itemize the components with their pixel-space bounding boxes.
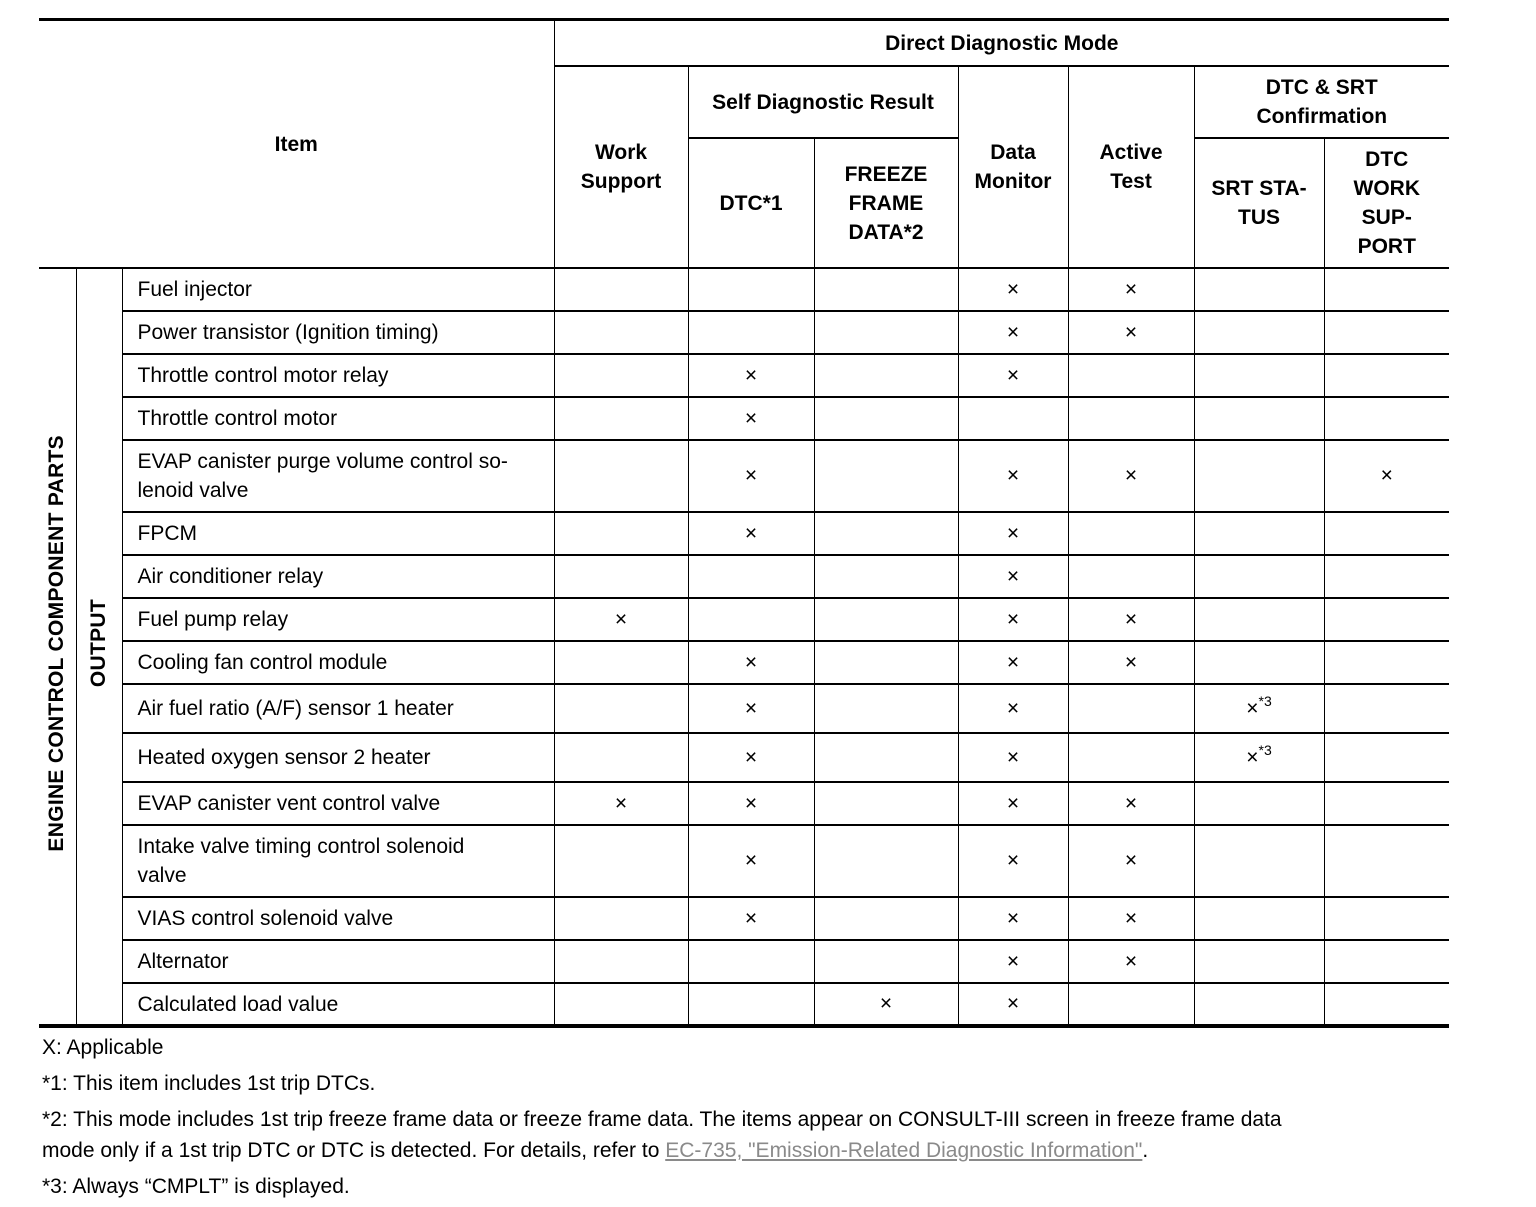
- freeze-frame-line: FREEZE: [844, 162, 928, 186]
- applicable-mark: ×: [744, 650, 758, 674]
- item-name: Alternator: [137, 950, 229, 973]
- dtc-work-support-cell: [1324, 825, 1449, 897]
- item-name-cell: [122, 733, 554, 782]
- work-support-cell: [554, 268, 688, 311]
- item-name-cell: [122, 684, 554, 733]
- table-row: [39, 440, 1449, 512]
- dtc-work-support-line: WORK: [1353, 177, 1421, 200]
- srt-status-cell: [1194, 440, 1324, 512]
- applicable-mark: ×: [1006, 464, 1020, 487]
- applicable-mark: ×: [1006, 320, 1020, 344]
- dtc-cell: [688, 782, 814, 825]
- freeze-frame-data-header: [814, 138, 958, 268]
- applicable-mark: ×: [1124, 650, 1138, 674]
- freeze-frame-cell: [814, 598, 958, 641]
- dtc-cell: [688, 354, 814, 397]
- applicable-mark: ×$^{*3}$: [1246, 741, 1272, 769]
- dtc-work-support-cell: [1324, 940, 1449, 983]
- applicable-mark: ×: [744, 406, 758, 430]
- applicable-mark: ×: [614, 607, 628, 631]
- work-support-cell: [554, 440, 688, 512]
- applicable-mark: ×$^{*3}$: [1246, 692, 1272, 720]
- table-row: [39, 782, 1449, 825]
- dtc-work-support-cell: [1324, 440, 1449, 512]
- data-monitor-cell: [958, 555, 1068, 598]
- table-row: [39, 354, 1449, 397]
- applicable-mark: ×: [1006, 949, 1020, 973]
- applicable-mark: ×: [1006, 650, 1020, 674]
- freeze-frame-line: FRAME: [848, 191, 924, 215]
- item-name-cell: [122, 512, 554, 555]
- work-support-cell: [554, 825, 688, 897]
- item-name-cell: [122, 641, 554, 684]
- active-test-cell: [1068, 897, 1194, 940]
- data-monitor-cell: [958, 440, 1068, 512]
- item-name-cell: [122, 983, 554, 1026]
- table-row: [39, 311, 1449, 354]
- data-monitor-cell: [958, 825, 1068, 897]
- item-name-cell: [122, 440, 554, 512]
- dtc-work-support-cell: [1324, 897, 1449, 940]
- dtc-cell: [688, 940, 814, 983]
- active-test-cell: [1068, 684, 1194, 733]
- item-name-cell: [122, 311, 554, 354]
- freeze-frame-cell: [814, 397, 958, 440]
- emission-info-reference-link[interactable]: EC-735, "Emission-Related Diagnostic Information": [665, 1139, 1143, 1162]
- note-applicable: X: Applicable: [42, 1036, 164, 1059]
- active-test-line: Active: [1099, 141, 1163, 164]
- engine-control-component-parts-label: ENGINE CONTROL COMPONENT PARTS: [45, 435, 69, 852]
- dtc-cell: [688, 440, 814, 512]
- applicable-mark: ×: [744, 696, 758, 720]
- applicable-mark: ×: [1124, 791, 1138, 815]
- item-name: Throttle control motor relay: [137, 364, 389, 387]
- dtc-work-support-cell: [1324, 397, 1449, 440]
- freeze-frame-cell: [814, 354, 958, 397]
- table-row: [39, 940, 1449, 983]
- srt-status-cell: [1194, 733, 1324, 782]
- dtc-cell: [688, 311, 814, 354]
- table-row: [39, 825, 1449, 897]
- work-support-cell: [554, 641, 688, 684]
- active-test-header: [1068, 66, 1194, 268]
- dtc-work-support-cell: [1324, 684, 1449, 733]
- dtc-cell: [688, 397, 814, 440]
- freeze-frame-cell: [814, 897, 958, 940]
- srt-status-cell: [1194, 555, 1324, 598]
- srt-status-line: TUS: [1238, 206, 1280, 229]
- output-label: OUTPUT: [87, 599, 110, 688]
- data-monitor-cell: [958, 733, 1068, 782]
- active-test-line: Test: [1110, 170, 1152, 193]
- note-2: [42, 1104, 1452, 1166]
- item-name: valve: [137, 864, 187, 887]
- table-row: [39, 512, 1449, 555]
- applicable-mark: ×: [879, 992, 893, 1015]
- applicable-mark: ×: [1124, 320, 1138, 344]
- data-monitor-cell: [958, 983, 1068, 1026]
- work-support-line: Support: [580, 170, 662, 193]
- applicable-mark: ×: [1124, 464, 1138, 487]
- srt-status-cell: [1194, 311, 1324, 354]
- table-row: [39, 641, 1449, 684]
- table-row: [39, 555, 1449, 598]
- dtc-work-support-cell: [1324, 641, 1449, 684]
- item-name: Intake valve timing control solenoid: [137, 835, 465, 858]
- data-monitor-cell: [958, 897, 1068, 940]
- group-label-outer: [39, 268, 76, 1026]
- data-monitor-cell: [958, 311, 1068, 354]
- dtc-work-support-cell: [1324, 983, 1449, 1026]
- dtc-srt-confirmation-header: [1194, 66, 1449, 138]
- data-monitor-cell: [958, 782, 1068, 825]
- data-monitor-cell: [958, 397, 1068, 440]
- applicable-mark: ×: [1124, 906, 1138, 930]
- active-test-cell: [1068, 440, 1194, 512]
- data-monitor-cell: [958, 684, 1068, 733]
- applicable-mark: ×: [1006, 849, 1020, 872]
- work-support-cell: [554, 684, 688, 733]
- table-row: [39, 684, 1449, 733]
- dtc-work-support-cell: [1324, 598, 1449, 641]
- table-row: [39, 983, 1449, 1026]
- note-3: *3: Always “CMPLT” is displayed.: [42, 1175, 350, 1198]
- table-row: [39, 897, 1449, 940]
- srt-status-cell: [1194, 684, 1324, 733]
- table-row: [39, 397, 1449, 440]
- active-test-cell: [1068, 598, 1194, 641]
- dtc-cell: [688, 684, 814, 733]
- dtc-work-support-cell: [1324, 555, 1449, 598]
- srt-status-cell: [1194, 641, 1324, 684]
- item-name: Fuel pump relay: [137, 608, 289, 631]
- item-name-cell: [122, 268, 554, 311]
- srt-status-cell: [1194, 940, 1324, 983]
- dtc-cell: [688, 733, 814, 782]
- applicable-mark: ×: [1006, 745, 1020, 769]
- dtc-work-support-cell: [1324, 733, 1449, 782]
- footnotes: [42, 1032, 1452, 1207]
- applicable-mark: ×: [1124, 949, 1138, 973]
- dtc-srt-confirmation-line: DTC & SRT: [1265, 76, 1378, 99]
- freeze-frame-cell: [814, 733, 958, 782]
- item-name-cell: [122, 782, 554, 825]
- dtc-cell: [688, 897, 814, 940]
- active-test-cell: [1068, 940, 1194, 983]
- active-test-cell: [1068, 782, 1194, 825]
- data-monitor-cell: [958, 512, 1068, 555]
- table-row: [39, 733, 1449, 782]
- applicable-mark: ×: [744, 791, 758, 815]
- dtc-cell: [688, 983, 814, 1026]
- dtc-srt-confirmation-line: Confirmation: [1256, 105, 1388, 128]
- freeze-frame-cell: [814, 825, 958, 897]
- freeze-frame-cell: [814, 311, 958, 354]
- work-support-line: Work: [594, 141, 648, 164]
- freeze-frame-cell: [814, 512, 958, 555]
- table-header: [39, 20, 1449, 269]
- dtc-work-support-line: PORT: [1357, 235, 1416, 258]
- item-name-cell: [122, 825, 554, 897]
- applicable-mark: ×: [744, 464, 758, 487]
- dtc-cell: [688, 512, 814, 555]
- freeze-frame-cell: [814, 983, 958, 1026]
- work-support-cell: [554, 940, 688, 983]
- dtc-cell: [688, 641, 814, 684]
- freeze-frame-cell: [814, 940, 958, 983]
- dtc-cell: [688, 825, 814, 897]
- freeze-frame-cell: [814, 641, 958, 684]
- work-support-cell: [554, 311, 688, 354]
- dtc-work-support-line: SUP-: [1361, 206, 1412, 229]
- data-monitor-cell: [958, 598, 1068, 641]
- item-name: Throttle control motor: [137, 407, 338, 430]
- srt-status-cell: [1194, 354, 1324, 397]
- applicable-mark: ×: [1006, 791, 1020, 815]
- item-name: Air conditioner relay: [137, 565, 324, 588]
- applicable-mark: ×: [1006, 363, 1020, 387]
- item-name-cell: [122, 598, 554, 641]
- active-test-cell: [1068, 311, 1194, 354]
- applicable-mark: ×: [614, 791, 628, 815]
- note-2-line-1: *2: This mode includes 1st trip freeze frame data or freeze frame data. The items appear on CONSULT-III screen in freeze frame data: [42, 1108, 1282, 1131]
- applicable-mark: ×: [1006, 992, 1020, 1015]
- active-test-cell: [1068, 555, 1194, 598]
- dtc-work-support-cell: [1324, 268, 1449, 311]
- freeze-frame-cell: [814, 684, 958, 733]
- applicable-mark: ×: [1380, 464, 1393, 487]
- applicable-mark: ×: [744, 521, 758, 545]
- freeze-frame-cell: [814, 782, 958, 825]
- active-test-cell: [1068, 354, 1194, 397]
- data-monitor-line: Data: [990, 141, 1036, 164]
- data-monitor-cell: [958, 268, 1068, 311]
- applicable-mark: ×: [1006, 906, 1020, 930]
- active-test-cell: [1068, 983, 1194, 1026]
- applicable-mark: ×: [1124, 607, 1138, 631]
- group-label-inner: [76, 268, 122, 1026]
- dtc-work-support-cell: [1324, 512, 1449, 555]
- work-support-cell: [554, 782, 688, 825]
- applicable-mark: ×: [1006, 564, 1020, 588]
- data-monitor-line: Monitor: [974, 170, 1052, 193]
- self-diagnostic-result-header: Self Diagnostic Result: [688, 66, 958, 138]
- applicable-mark: ×: [744, 363, 758, 387]
- dtc-work-support-cell: [1324, 354, 1449, 397]
- applicable-mark: ×: [1006, 696, 1020, 720]
- freeze-frame-cell: [814, 555, 958, 598]
- work-support-cell: [554, 512, 688, 555]
- work-support-cell: [554, 598, 688, 641]
- dtc-cell: [688, 268, 814, 311]
- consult-function-table: [39, 18, 1449, 1028]
- item-name-cell: [122, 397, 554, 440]
- item-name: Power transistor (Ignition timing): [137, 321, 439, 344]
- table-row: [39, 268, 1449, 311]
- item-name: FPCM: [137, 522, 197, 545]
- dtc-work-support-cell: [1324, 782, 1449, 825]
- applicable-mark: ×: [744, 745, 758, 769]
- diagnostic-table-sheet: [39, 18, 1449, 1028]
- active-test-cell: [1068, 733, 1194, 782]
- item-column-header: Item: [39, 20, 554, 269]
- dtc-work-support-header: [1324, 138, 1449, 268]
- dtc-work-support-line: DTC: [1365, 148, 1409, 171]
- dtc-cell: [688, 598, 814, 641]
- applicable-mark: ×: [1124, 849, 1138, 872]
- item-name: VIAS control solenoid valve: [137, 907, 394, 930]
- table-row: [39, 598, 1449, 641]
- item-name: Calculated load value: [137, 992, 339, 1016]
- freeze-frame-line: DATA*2: [848, 220, 924, 244]
- srt-status-header: [1194, 138, 1324, 268]
- item-name: lenoid valve: [137, 479, 249, 502]
- note-2-line-2-prefix: mode only if a 1st trip DTC or DTC is detected. For details, refer to: [42, 1139, 666, 1162]
- srt-status-cell: [1194, 897, 1324, 940]
- srt-status-cell: [1194, 825, 1324, 897]
- dtc-cell: [688, 555, 814, 598]
- item-name: Fuel injector: [137, 278, 252, 301]
- srt-status-line: SRT STA-: [1211, 177, 1307, 200]
- srt-status-cell: [1194, 983, 1324, 1026]
- srt-status-cell: [1194, 268, 1324, 311]
- applicable-mark: ×: [1006, 521, 1020, 545]
- srt-status-cell: [1194, 397, 1324, 440]
- work-support-header: [554, 66, 688, 268]
- work-support-cell: [554, 733, 688, 782]
- freeze-frame-cell: [814, 440, 958, 512]
- srt-status-cell: [1194, 512, 1324, 555]
- work-support-cell: [554, 983, 688, 1026]
- item-name: Heated oxygen sensor 2 heater: [137, 746, 431, 769]
- dtc-header: DTC*1: [688, 138, 814, 268]
- item-name-cell: [122, 940, 554, 983]
- work-support-cell: [554, 354, 688, 397]
- table-body: [39, 268, 1449, 1026]
- direct-diagnostic-mode-header: Direct Diagnostic Mode: [554, 20, 1449, 67]
- applicable-mark: ×: [1124, 277, 1138, 301]
- item-name: EVAP canister purge volume control so-: [137, 450, 508, 473]
- active-test-cell: [1068, 512, 1194, 555]
- active-test-cell: [1068, 825, 1194, 897]
- item-name: Cooling fan control module: [137, 651, 388, 674]
- work-support-cell: [554, 897, 688, 940]
- freeze-frame-cell: [814, 268, 958, 311]
- item-name-cell: [122, 897, 554, 940]
- data-monitor-header: [958, 66, 1068, 268]
- work-support-cell: [554, 397, 688, 440]
- applicable-mark: ×: [1006, 277, 1020, 301]
- data-monitor-cell: [958, 641, 1068, 684]
- applicable-mark: ×: [744, 849, 758, 872]
- note-1: *1: This item includes 1st trip DTCs.: [42, 1072, 376, 1095]
- item-name-cell: [122, 354, 554, 397]
- work-support-cell: [554, 555, 688, 598]
- active-test-cell: [1068, 268, 1194, 311]
- note-2-suffix: .: [1142, 1139, 1149, 1162]
- srt-status-cell: [1194, 782, 1324, 825]
- applicable-mark: ×: [744, 906, 758, 930]
- data-monitor-cell: [958, 940, 1068, 983]
- active-test-cell: [1068, 641, 1194, 684]
- applicable-mark: ×: [1006, 607, 1020, 631]
- item-name: Air fuel ratio (A/F) sensor 1 heater: [137, 697, 454, 720]
- data-monitor-cell: [958, 354, 1068, 397]
- item-name-cell: [122, 555, 554, 598]
- active-test-cell: [1068, 397, 1194, 440]
- dtc-work-support-cell: [1324, 311, 1449, 354]
- item-name: EVAP canister vent control valve: [137, 792, 441, 815]
- srt-status-cell: [1194, 598, 1324, 641]
